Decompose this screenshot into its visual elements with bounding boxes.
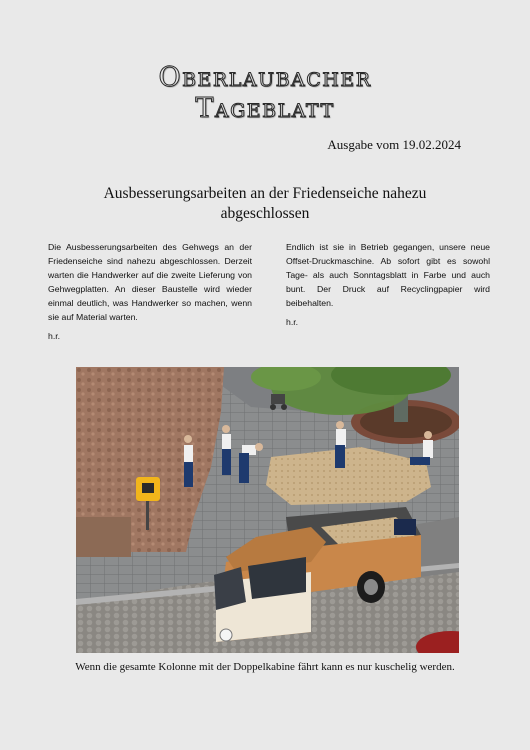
article-column-left (48, 240, 252, 348)
article-photo (76, 367, 459, 653)
article-author: h.r. (286, 317, 299, 327)
article-text: Die Ausbesserungsarbeiten des Gehwegs an der Friedenseiche sind nahezu abgeschlossen. Derzeit warten die Handwerker auf die zweite Lieferung von Gehwegplatten. An dieser Baustelle wird wieder einmal deutlich, was Handwerker so machen, wenn sie auf Material warten. (48, 242, 252, 322)
construction-scene-illustration (76, 367, 459, 653)
masthead-line-2: Tageblatt (195, 93, 335, 124)
article-text: Endlich ist sie in Betrieb gegangen, unsere neue Offset-Druckmaschine. Ab sofort gibt es sowohl Tage- als auch Sonntagsblatt in Farbe und auch bunt. Der Druck auf Recyclingpapier wird beibehalten. (286, 242, 490, 308)
article-headline: Ausbesserungsarbeiten an der Friedenseiche nahezu abgeschlossen (103, 185, 427, 222)
photo-caption: Wenn die gesamte Kolonne mit der Doppelkabine fährt kann es nur kuschelig werden. (75, 661, 455, 673)
article-author: h.r. (48, 331, 61, 341)
masthead-line-1: Oberlaubacher (158, 62, 372, 93)
edition-date: Ausgabe vom 19.02.2024 (327, 137, 461, 152)
newspaper-masthead (0, 62, 530, 124)
article-column-right (286, 240, 490, 334)
